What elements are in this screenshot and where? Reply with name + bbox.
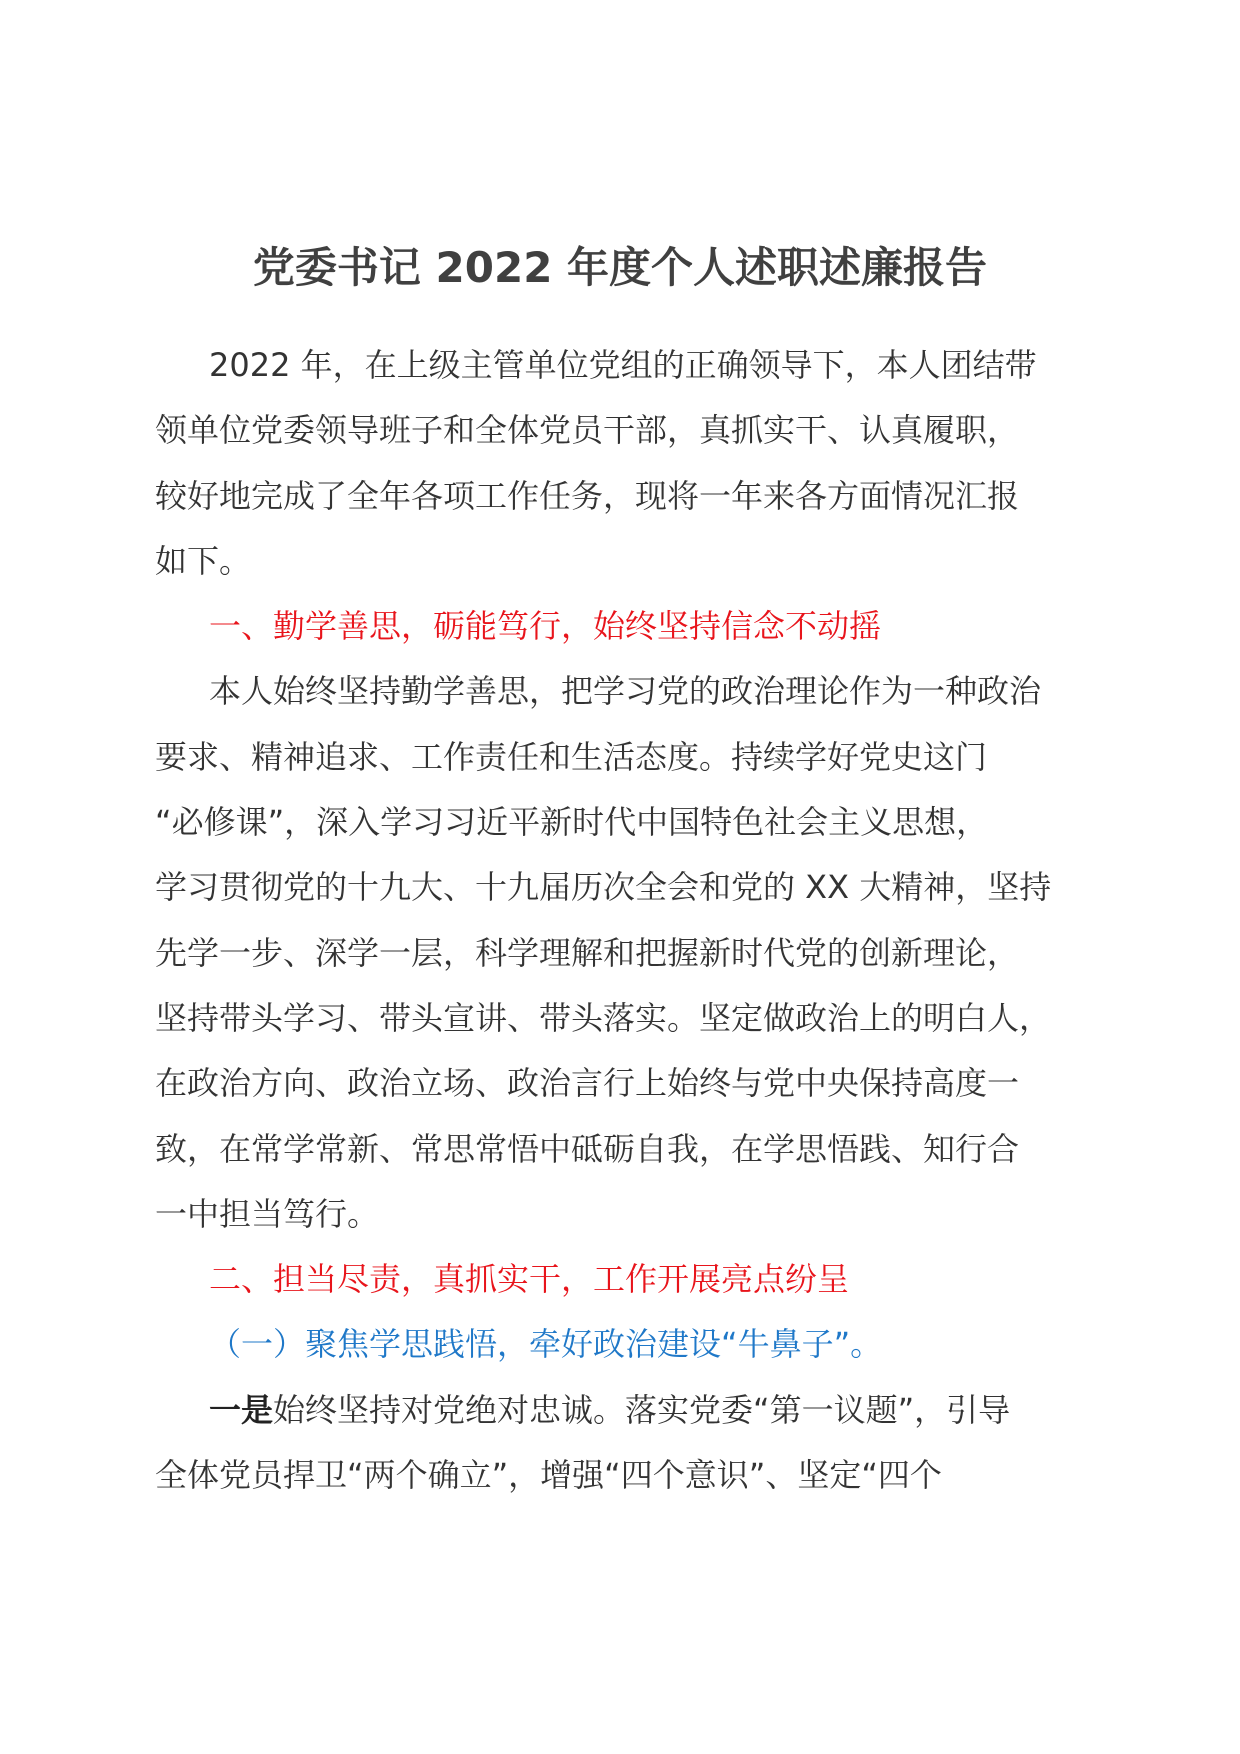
paragraph-line: 如下。 [155,541,252,580]
paragraph-line: 一中担当笃行。 [155,1194,380,1233]
paragraph-line: 较好地完成了全年各项工作任务，现将一年来各方面情况汇报 [155,476,1020,515]
document-body [155,333,1095,1508]
paragraph-line: 2022 年，在上级主管单位党组的正确领导下，本人团结带 [209,346,1037,384]
paragraph-line: 本人始终坚持勤学善思，把学习党的政治理论作为一种政治 [209,672,1042,711]
section-heading-2: 二、担当尽责，真抓实干，工作开展亮点纷呈 [209,1260,850,1299]
section-heading-1: 一、勤学善思，砺能笃行，始终坚持信念不动摇 [209,607,882,646]
subsection-heading-1: （一）聚焦学思践悟，牵好政治建设“牛鼻子”。 [209,1325,883,1364]
paragraph-line-text: 始终坚持对党绝对忠诚。落实党委“第一议题”，引导 [273,1390,1011,1429]
paragraph-line: 学习贯彻党的十九大、十九届历次全会和党的 XX 大精神，坚持 [155,868,1052,907]
paragraph-line: 全体党员捍卫“两个确立”，增强“四个意识”、坚定“四个 [155,1456,942,1495]
paragraph-line: 在政治方向、政治立场、政治言行上始终与党中央保持高度一 [155,1064,1020,1103]
paragraph-line: “必修课”，深入学习习近平新时代中国特色社会主义思想， [155,803,989,842]
paragraph-line: 先学一步、深学一层，科学理解和把握新时代党的创新理论， [155,933,1020,972]
document-title: 党委书记 2022 年度个人述职述廉报告 [252,243,988,292]
paragraph-line: 要求、精神追求、工作责任和生活态度。持续学好党史这门 [155,737,988,776]
paragraph-line: 致，在常学常新、常思常悟中砥砺自我，在学思悟践、知行合 [155,1129,1020,1168]
lead-marker: 一是 [209,1390,274,1429]
paragraph-line: 领单位党委领导班子和全体党员干部，真抓实干、认真履职， [155,411,1020,450]
paragraph-line: 坚持带头学习、带头宣讲、带头落实。坚定做政治上的明白人， [155,998,1052,1037]
paragraph-line [155,1378,1095,1443]
